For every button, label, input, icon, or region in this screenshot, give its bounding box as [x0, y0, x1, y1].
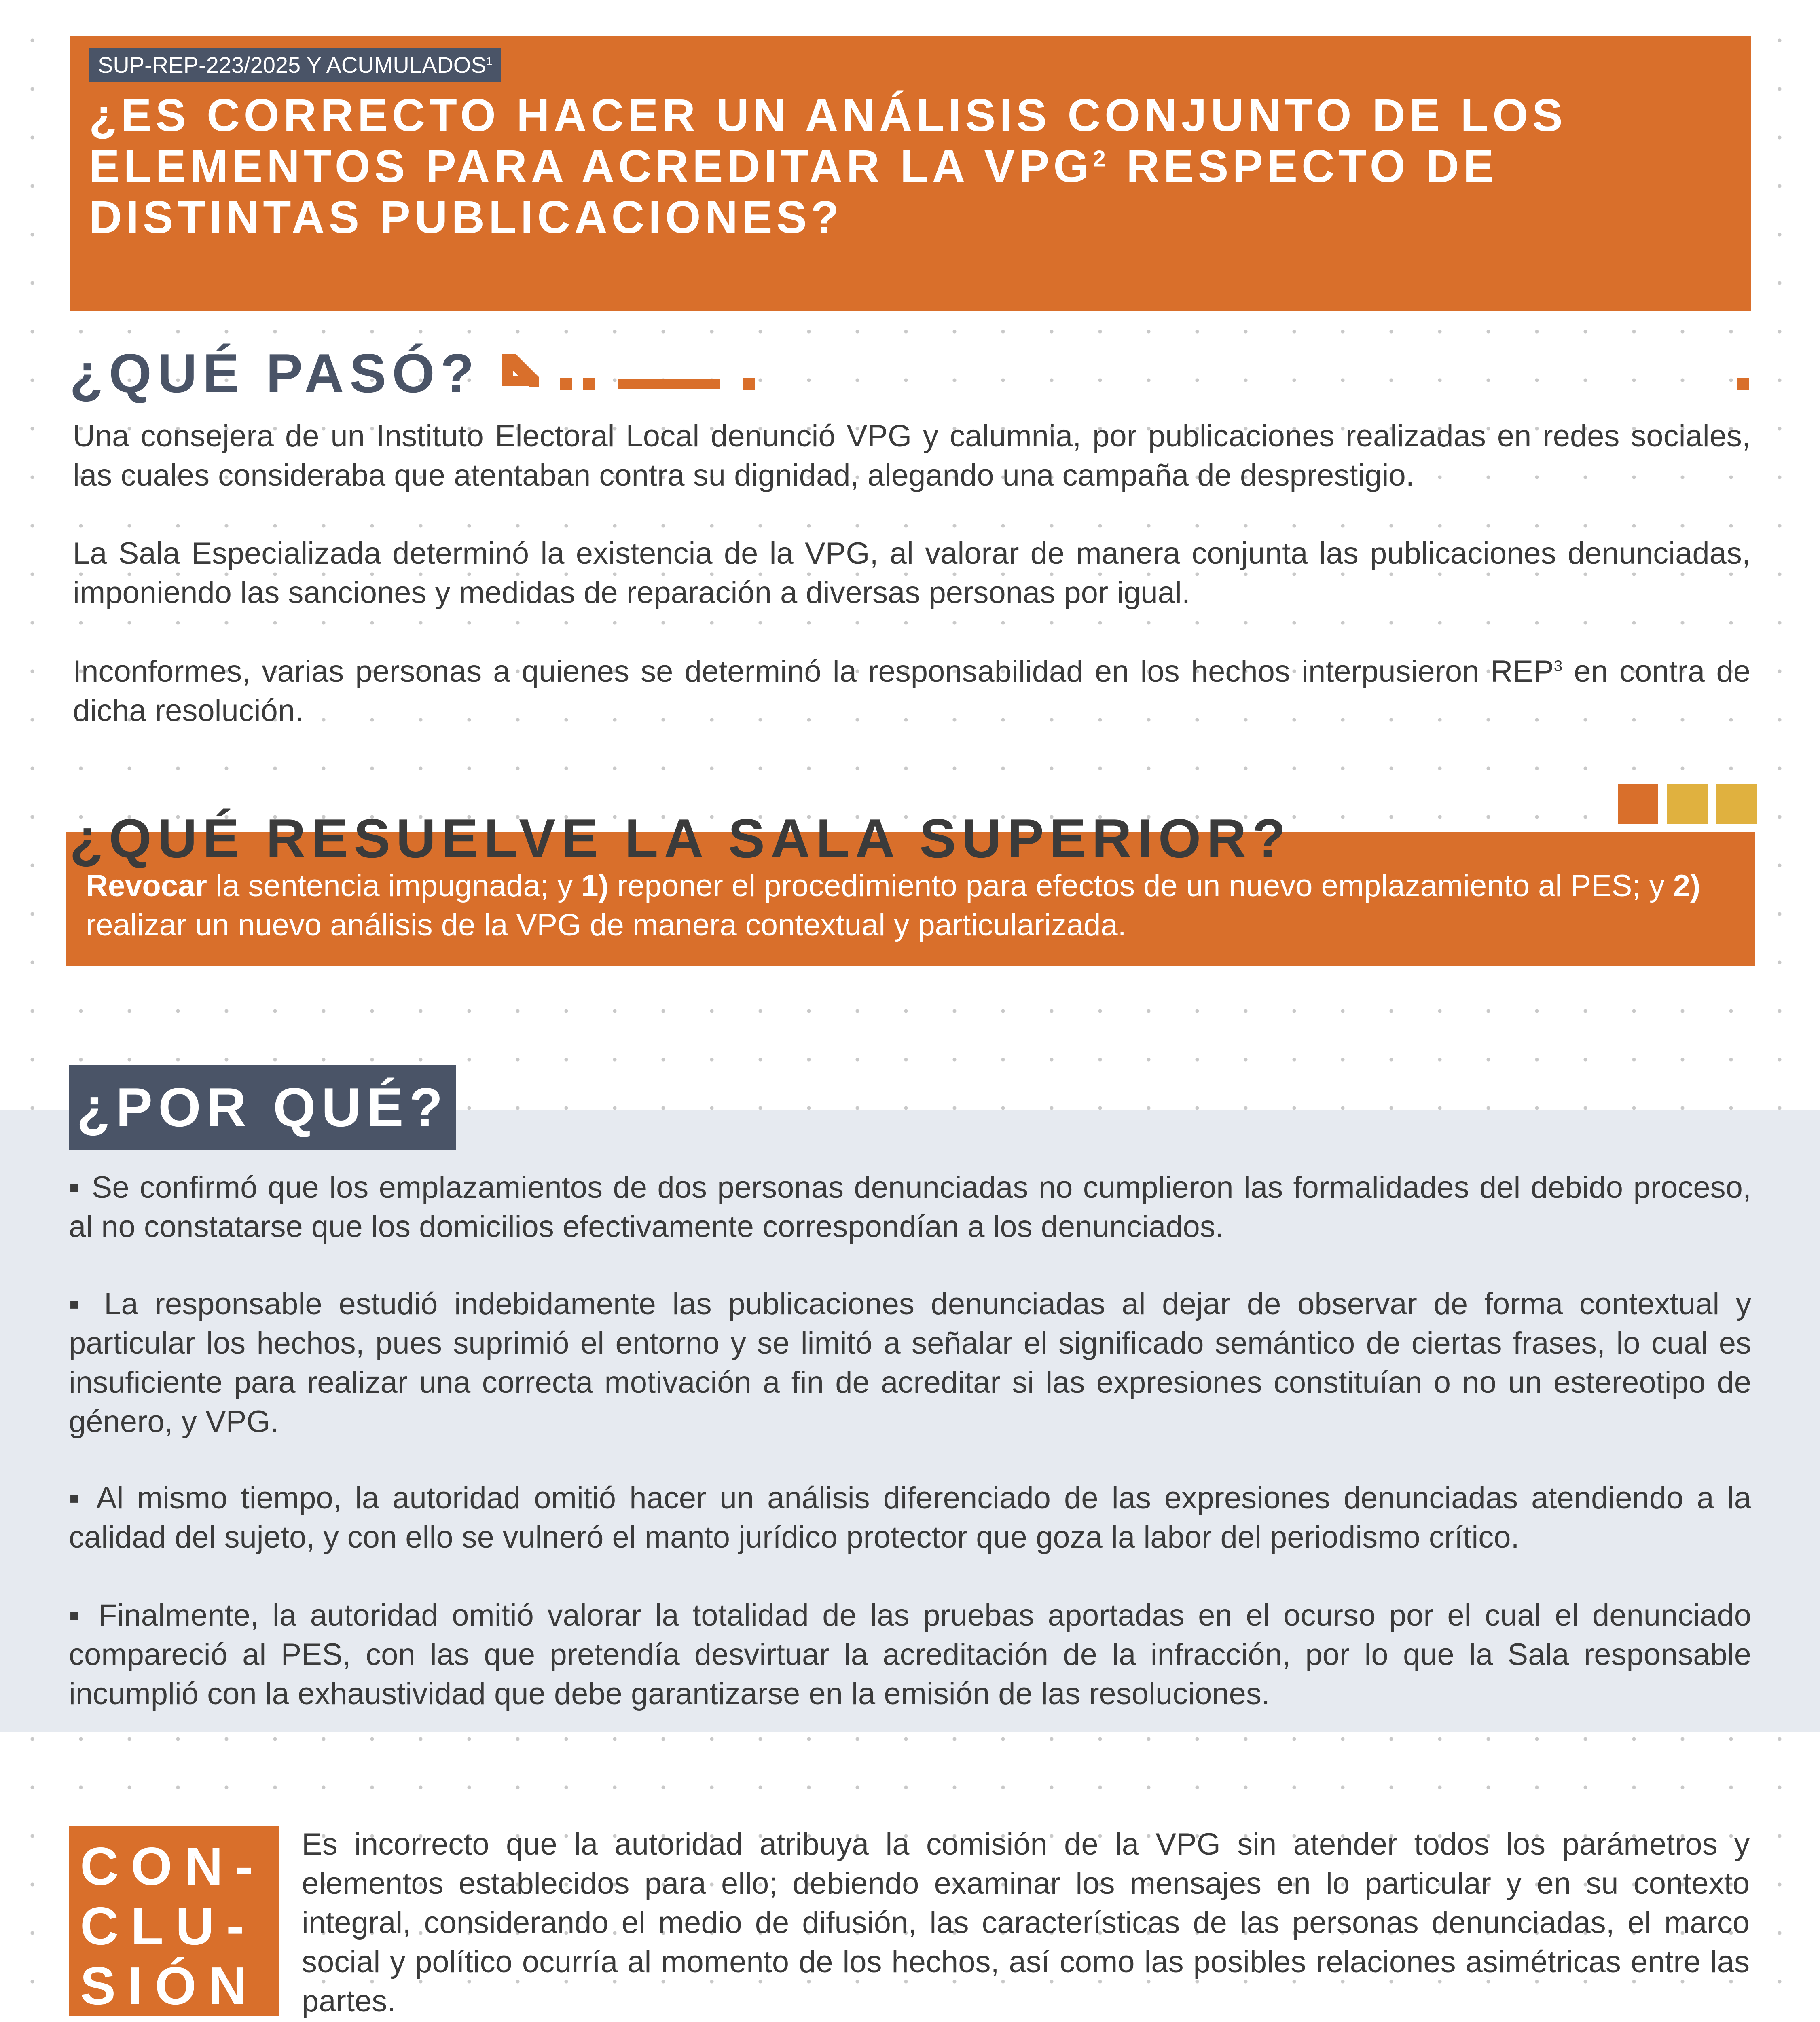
deco-square — [743, 378, 755, 390]
section-title-que-resuelve: ¿QUÉ RESUELVE LA SALA SUPERIOR? — [70, 808, 1291, 869]
reason-bullet-2: ▪ La responsable estudió indebidamente las publicaciones denunciadas al dejar de observar de forma contextual y particular los hechos, pues suprimió el entorno y se limitó a señalar el significado semántico de ciertas frases, lo cual es insuficiente para realizar una correcta motivación a fin de acreditar si las expresiones constituían o no un estereotipo de género, y VPG. — [69, 1287, 1751, 1439]
deco-square-orange — [1618, 784, 1658, 824]
paragraph-1: Una consejera de un Instituto Electoral Local denunció VPG y calumnia, por publicaciones realizadas en redes sociales, las cuales consideraba que atentaban contra su dignidad, alegando una campaña de desprestigio. — [73, 419, 1750, 493]
main-title: ¿ES CORRECTO HACER UN ANÁLISIS CONJUNTO DE LOS ELEMENTOS PARA ACREDITAR LA VPG$^2$ RESPECTO DE DISTINTAS PUBLICACIONES? — [89, 90, 1567, 243]
section-title-por-que: ¿POR QUÉ? — [69, 1065, 456, 1150]
conclusion-label — [69, 1826, 279, 2016]
reason-bullet-3: ▪ Al mismo tiempo, la autoridad omitió hacer un análisis diferenciado de las expresiones denunciadas atendiendo a la calidad del sujeto, y con ello se vulneró el manto jurídico protector que goza la labor del periodismo crítico. — [69, 1481, 1751, 1555]
paragraph-3: Inconformes, varias personas a quienes se determinó la responsabilidad en los hechos interpusieron REP$^3$ en contra de dicha resolución. — [73, 654, 1750, 728]
deco-square-yellow — [1667, 784, 1708, 824]
section-title-que-paso: ¿QUÉ PASÓ? — [70, 343, 480, 404]
case-label: SUP-REP-223/2025 Y ACUMULADOS$^1$ — [89, 48, 501, 82]
conclusion-label-line: SIÓN — [80, 1956, 259, 2016]
paragraph-2: La Sala Especializada determinó la existencia de la VPG, al valorar de manera conjunta las publicaciones denunciadas, imponiendo las sanciones y medidas de reparación a diversas personas por igual. — [73, 536, 1750, 610]
arrow-down-right-icon — [498, 351, 543, 396]
deco-square — [560, 378, 572, 390]
resolution-text: Revocar la sentencia impugnada; y 1) reponer el procedimiento para efectos de un nuevo emplazamiento al PES; y 2) realizar un nuevo análisis de la VPG de manera contextual y particularizada. — [86, 869, 1701, 942]
deco-bar — [618, 379, 720, 389]
deco-square — [1737, 378, 1749, 390]
reason-bullet-1: ▪ Se confirmó que los emplazamientos de dos personas denunciadas no cumplieron las formalidades del debido proceso, al no constatarse que los domicilios efectivamente correspondían a los denunciados. — [69, 1170, 1751, 1244]
deco-square-yellow — [1716, 784, 1757, 824]
reason-bullet-4: ▪ Finalmente, la autoridad omitió valorar la totalidad de las pruebas aportadas en el ocurso por el cual el denunciado compareció al PES, con las que pretendía desvirtuar la acreditación de la infracción, por lo que la Sala responsable incumplió con la exhaustividad que debe garantizarse en la emisión de las resoluciones. — [69, 1598, 1751, 1711]
conclusion-text: Es incorrecto que la autoridad atribuya la comisión de la VPG sin atender todos los parámetros y elementos establecidos para ello; debiendo examinar los mensajes en lo particular y en su contexto integral, considerando el medio de difusión, las características de las personas denunciadas, el marco social y político ocurría al momento de los hechos, así como las posibles relaciones asimétricas entre las partes. — [302, 1827, 1750, 2018]
conclusion-label-line: CON- — [80, 1836, 265, 1896]
deco-square — [583, 378, 595, 390]
conclusion-label-line: CLU- — [80, 1896, 256, 1956]
